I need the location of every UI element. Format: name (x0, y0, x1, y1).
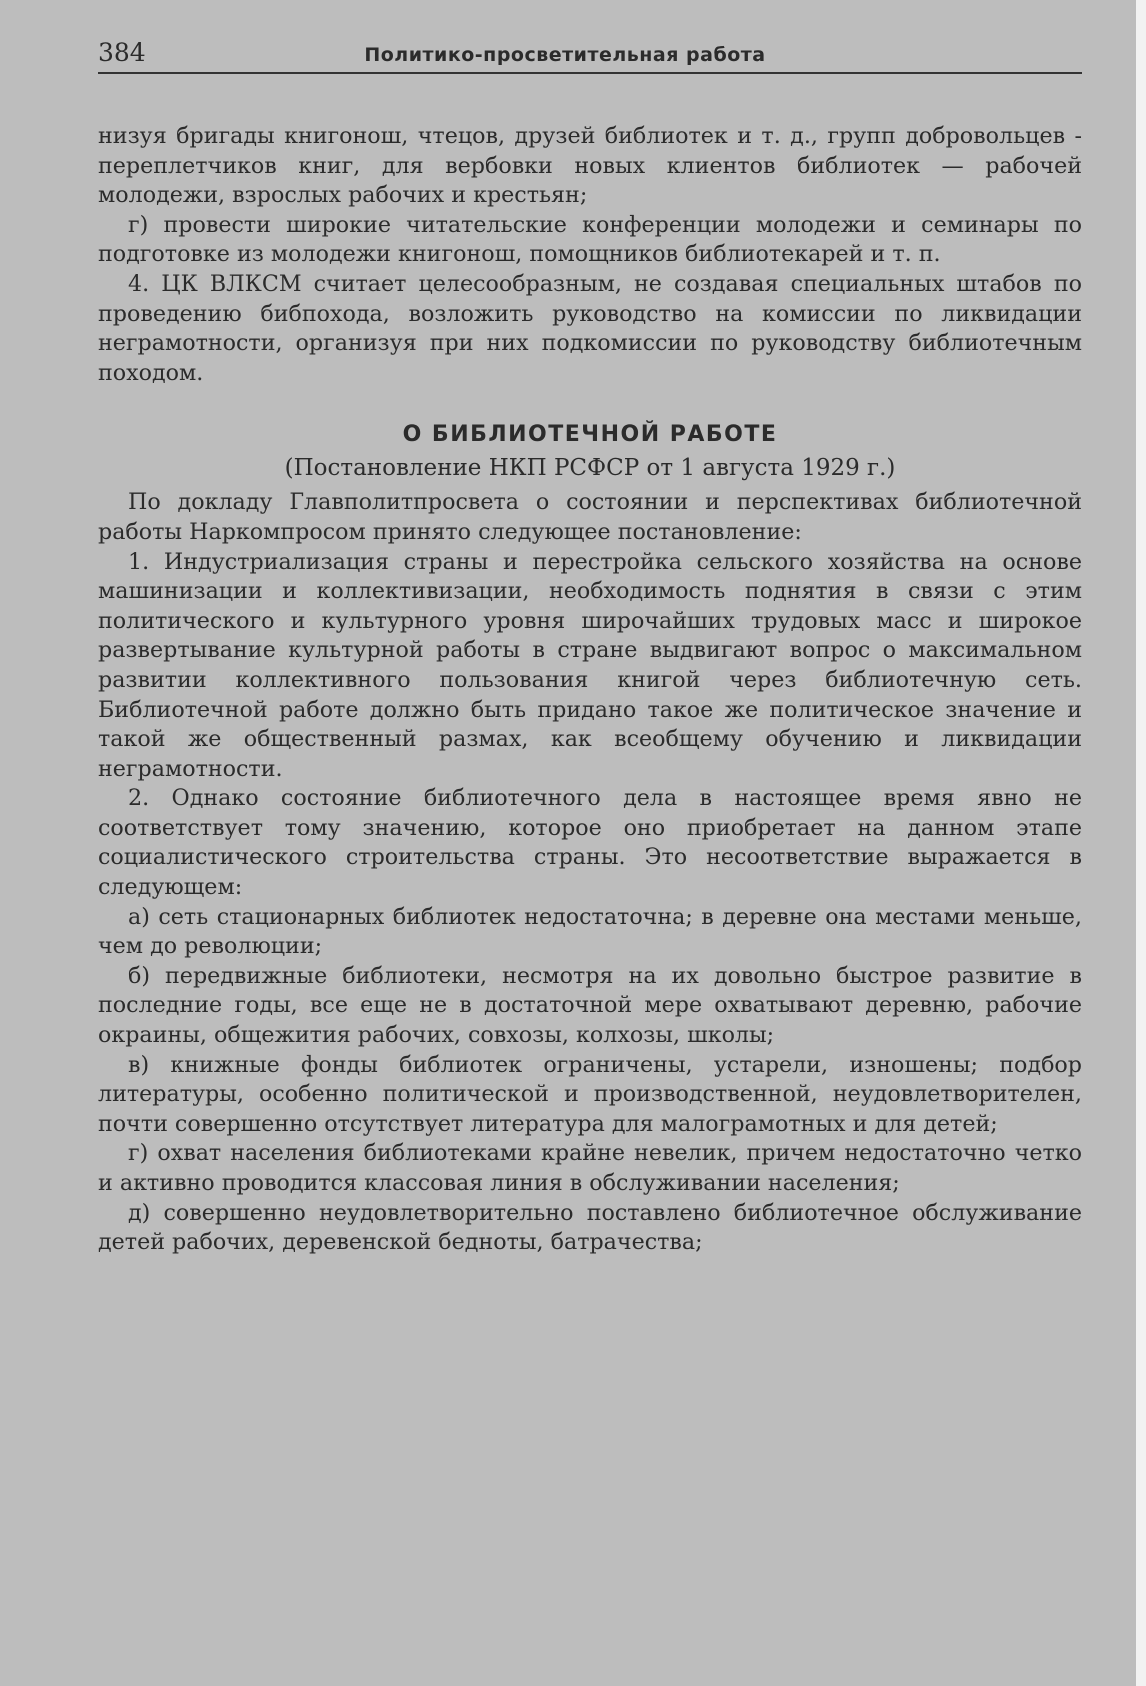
paragraph: 2. Однако состояние библиотечного дела в настоящее время явно не соответствует тому значению, которое оно приобретает на данном этапе социалистического строительства страны. Это несоответствие выражается в следующем: (98, 785, 1082, 901)
section-subtitle: (Постановление НКП РСФСР от 1 августа 1929 г.) (284, 455, 896, 482)
list-item: в) книжные фонды библиотек ограничены, устарели, изношены; подбор литературы, особенно политической и производственной, неудовлетворителен, почти совершенно отсутствует литература для малограмотных и для детей; (98, 1051, 1082, 1137)
paragraph: 4. ЦК ВЛКСМ считает целесообразным, не создавая специальных штабов по проведению бибпохода, возложить руководство на комиссии по ликвидации неграмотности, организуя при них подкомиссии по руководству библиотечным походом. (98, 270, 1082, 386)
running-title: Политико-просветительная работа (364, 44, 766, 66)
paragraph: 1. Индустриализация страны и перестройка сельского хозяйства на основе машинизации и коллективизации, необходимость поднятия в связи с этим политического и культурного уровня широчайших трудовых масс и широкое развертывание культурной работы в стране выдвигают вопрос о максимальном развитии коллективного пользования книгой через библиотечную сеть. Библиотечной работе должно быть придано такое же политическое значение и такой же общественный размах, как всеобщему обучению и ликвидации неграмотности. (98, 548, 1082, 782)
list-item: г) охват населения библиотеками крайне невелик, причем недостаточно четко и активно проводится классовая линия в обслуживании населения; (98, 1140, 1082, 1196)
running-head (98, 38, 1082, 74)
paragraph-continuation: низуя бригады книгонош, чтецов, друзей библиотек и т. д., групп добровольцев - переплетчиков книг, для вербовки новых клиентов библиотек — рабочей молодежи, взрослых рабочих и крестьян; (98, 123, 1082, 209)
paragraph: По докладу Главполитпросвета о состоянии и перспективах библиотечной работы Наркомпросом принято следующее постановление: (98, 489, 1082, 545)
page-number: 384 (98, 38, 146, 67)
list-item: б) передвижные библиотеки, несмотря на их довольно быстрое развитие в последние годы, все еще не в достаточной мере охватывают деревню, рабочие окраины, общежития рабочих, совхозы, колхозы, школы; (98, 962, 1082, 1049)
section-title: О БИБЛИОТЕЧНОЙ РАБОТЕ (402, 422, 778, 448)
list-item: д) совершенно неудовлетворительно поставлено библиотечное обслуживание детей рабочих, деревенской бедноты, батрачества; (98, 1199, 1082, 1256)
list-item: а) сеть стационарных библиотек недостаточна; в деревне она местами меньше, чем до революции; (98, 903, 1082, 960)
paragraph: г) провести широкие читательские конференции молодежи и семинары по подготовке из молодежи книгонош, помощников библиотекарей и т. п. (98, 211, 1082, 268)
body-text (98, 122, 1082, 1258)
